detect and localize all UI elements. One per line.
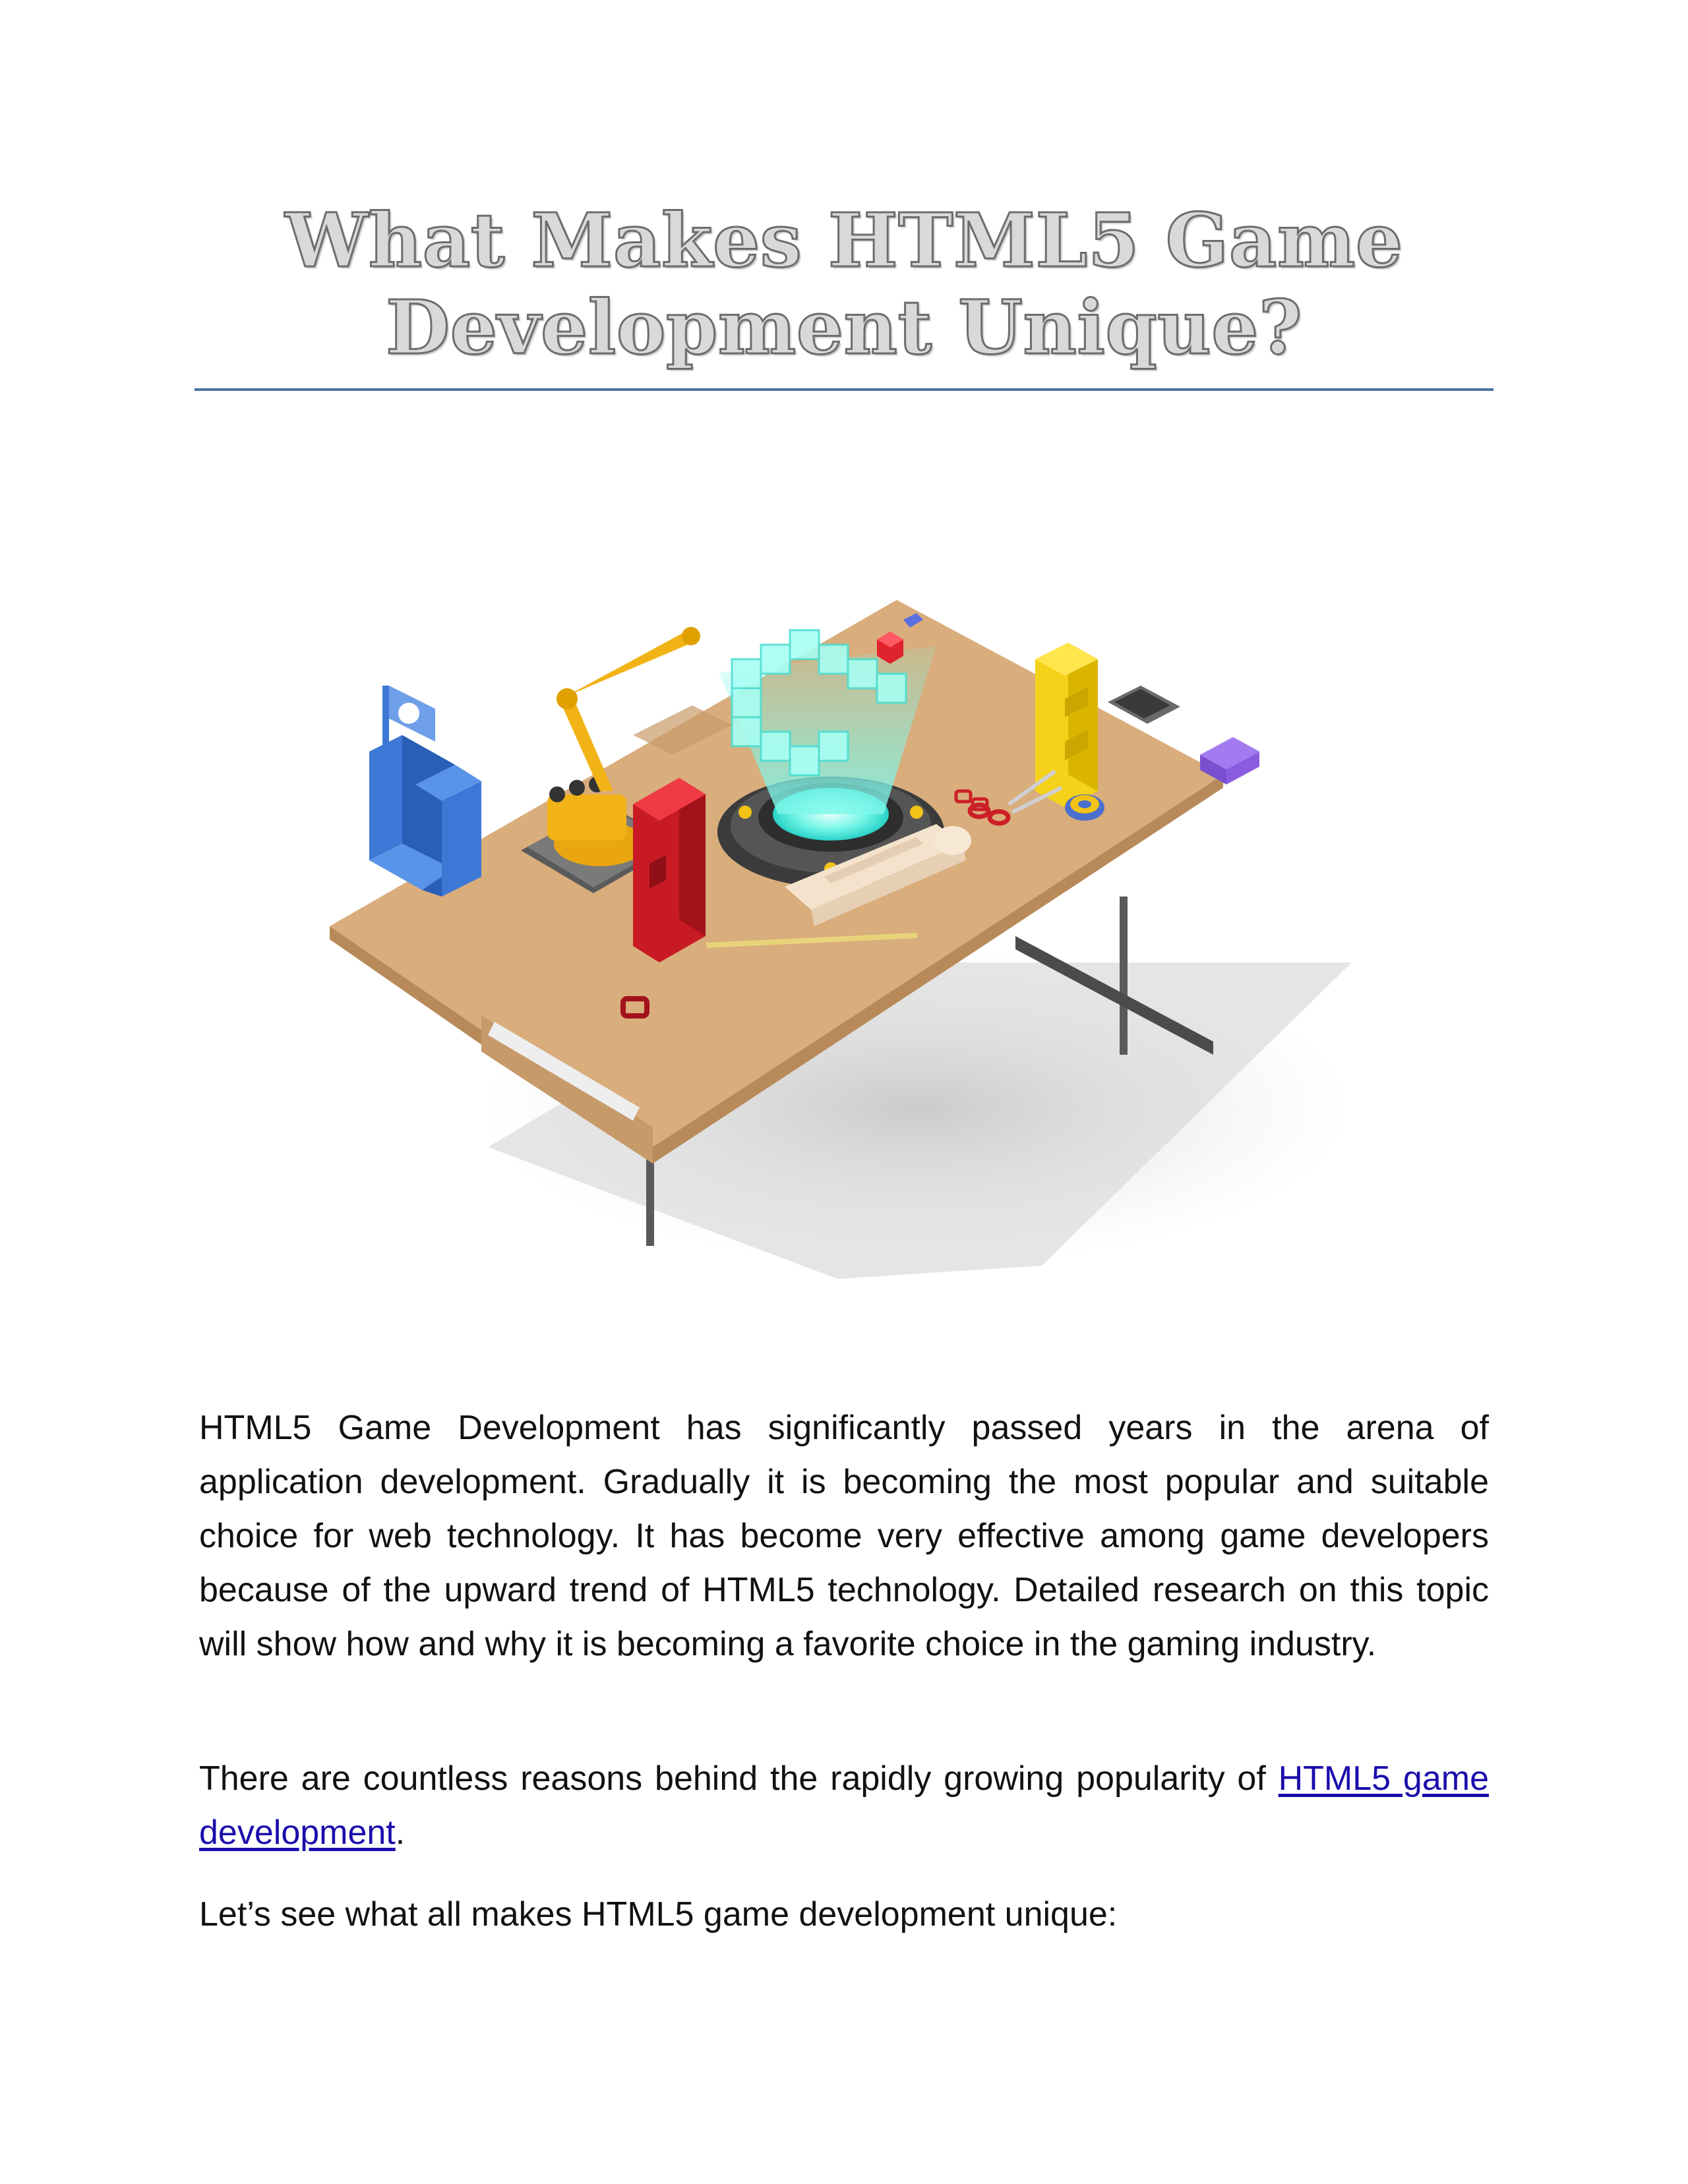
robot-arm-bolt-1 bbox=[549, 786, 565, 802]
page-title bbox=[195, 198, 1493, 372]
popularity-paragraph-end: . bbox=[395, 1814, 406, 1852]
popularity-paragraph bbox=[199, 1752, 1489, 1860]
yellow-e-block bbox=[1035, 643, 1098, 808]
table-leg-back bbox=[1120, 897, 1128, 1055]
red-a-block bbox=[633, 778, 706, 962]
html5-game-development-link[interactable]: HTML5 game development bbox=[199, 1759, 1489, 1852]
platform-knob-left bbox=[738, 806, 752, 819]
intro-paragraph: HTML5 Game Development has significantly passed years in the arena of application development. Gradually it is becoming the most popular and suitable choice for web technology. It has become very effective among game developers because of the upward trend of HTML5 technology. Detailed research on this topic will show how and why it is becoming a favorite choice in the gaming industry. bbox=[199, 1409, 1489, 1663]
robot-arm-lower bbox=[560, 699, 613, 791]
title-underline-rule bbox=[195, 388, 1493, 391]
robot-arm-joint bbox=[557, 688, 578, 709]
blue-block-letter bbox=[369, 686, 481, 897]
robot-arm-head bbox=[682, 627, 700, 645]
game-development-desk-illustration bbox=[323, 567, 1365, 1299]
unique-intro-paragraph: Let’s see what all makes HTML5 game development unique: bbox=[199, 1895, 1118, 1933]
title-line-1: What Makes HTML5 Game bbox=[285, 198, 1403, 284]
tape-roll bbox=[1065, 794, 1104, 821]
robot-arm-bolt-2 bbox=[569, 780, 585, 796]
platform-knob-right bbox=[910, 806, 923, 819]
title-line-2: Development Unique? bbox=[386, 285, 1302, 371]
popularity-paragraph-text: There are countless reasons behind the rapidly growing popularity of bbox=[199, 1759, 1279, 1798]
robot-arm-upper bbox=[560, 630, 692, 699]
